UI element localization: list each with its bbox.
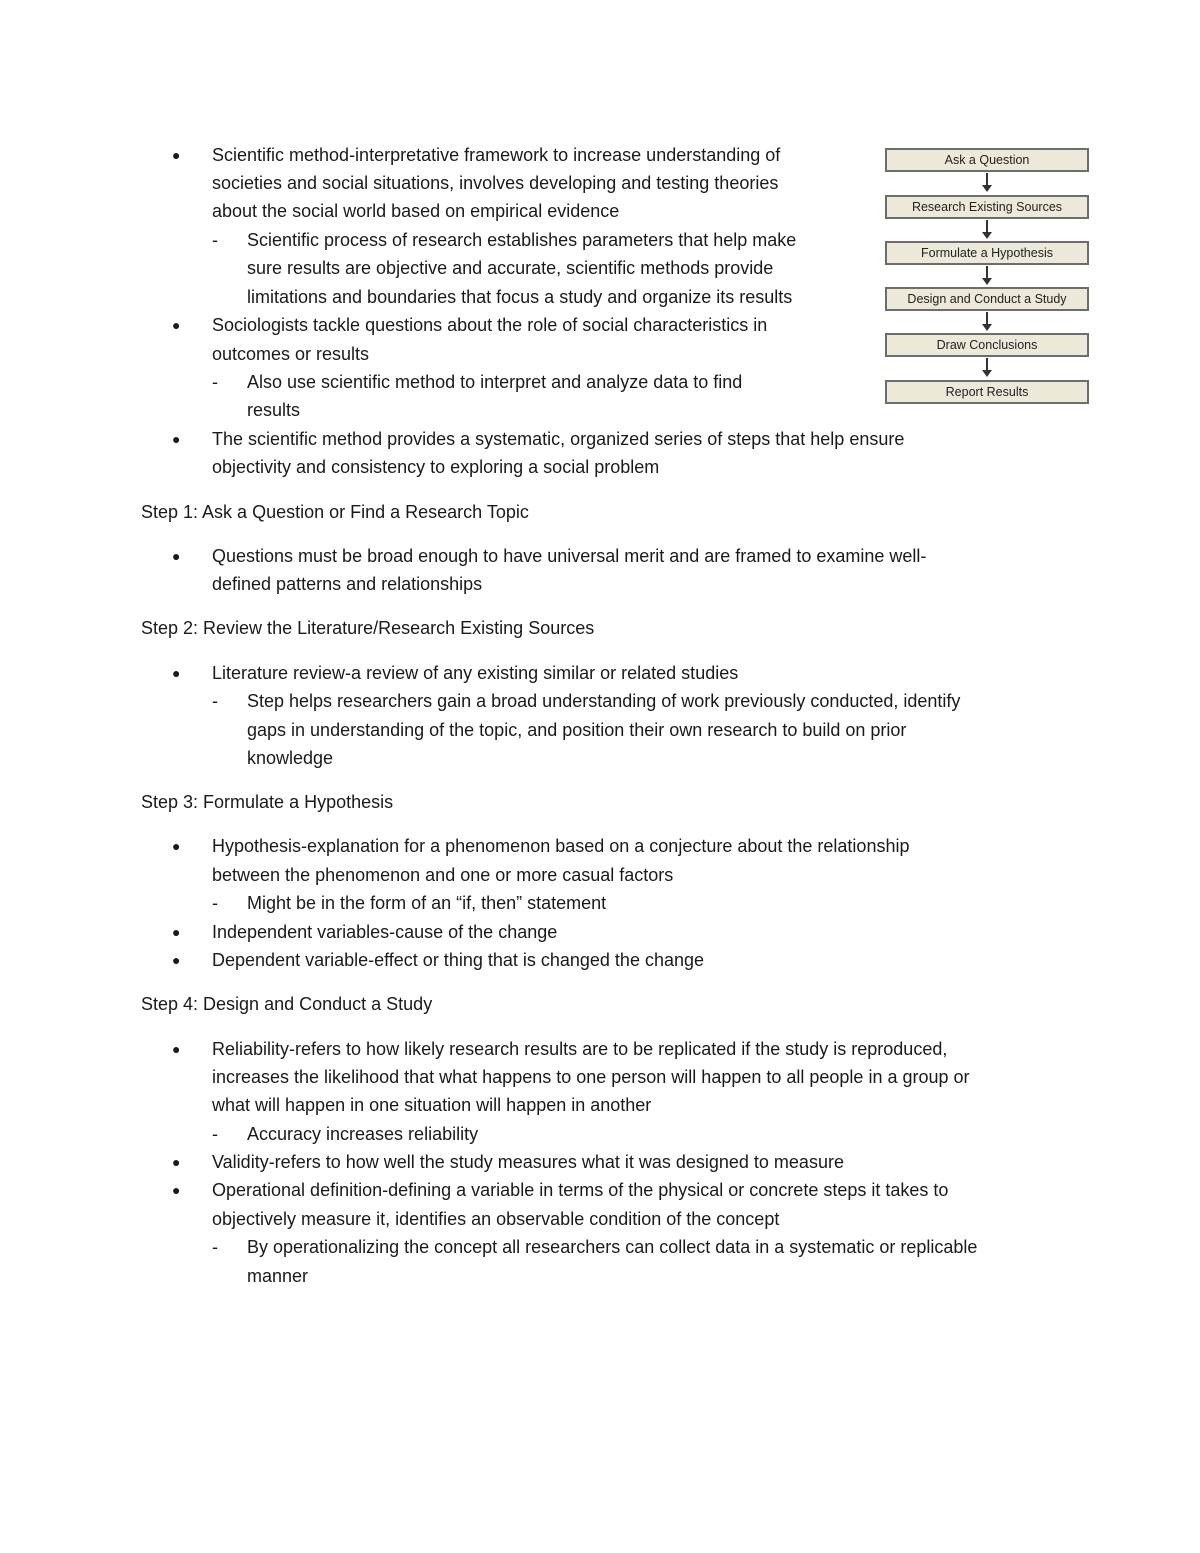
scientific-method-flowchart	[885, 148, 1093, 406]
bullet-marker: ●	[172, 1154, 181, 1170]
flowchart-arrow	[986, 220, 988, 233]
dash-marker: -	[212, 893, 218, 913]
bullet-text: objectively measure it, identifies an observable condition of the concept	[212, 1209, 780, 1229]
sub-bullet-text: limitations and boundaries that focus a study and organize its results	[247, 287, 793, 307]
sub-bullet-text: By operationalizing the concept all researchers can collect data in a systematic or replicable	[247, 1237, 978, 1257]
bullet-text: increases the likelihood that what happens to one person will happen to all people in a group or	[212, 1067, 970, 1087]
bullet-text: objectivity and consistency to exploring a social problem	[212, 457, 660, 477]
step3-heading: Step 3: Formulate a Hypothesis	[141, 792, 394, 812]
bullet-marker: ●	[172, 665, 181, 681]
flowchart-step-formulate-hypothesis: Formulate a Hypothesis	[885, 241, 1089, 265]
bullet-marker: ●	[172, 1041, 181, 1057]
dash-marker: -	[212, 1237, 218, 1257]
bullet-text: Reliability-refers to how likely research results are to be replicated if the study is reproduced,	[212, 1039, 948, 1059]
bullet-text: Operational definition-defining a variable in terms of the physical or concrete steps it takes to	[212, 1180, 949, 1200]
flowchart-arrow	[986, 266, 988, 279]
sub-bullet-text: Scientific process of research establishes parameters that help make	[247, 230, 797, 250]
sub-bullet-text: gaps in understanding of the topic, and position their own research to build on prior	[247, 720, 907, 740]
dash-marker: -	[212, 372, 218, 392]
flowchart-step-draw-conclusions: Draw Conclusions	[885, 333, 1089, 357]
sub-bullet-text: manner	[247, 1266, 309, 1286]
sub-bullet-text: Accuracy increases reliability	[247, 1124, 479, 1144]
bullet-text: Validity-refers to how well the study measures what it was designed to measure	[212, 1152, 844, 1172]
bullet-marker: ●	[172, 1182, 181, 1198]
bullet-text: defined patterns and relationships	[212, 574, 483, 594]
bullet-text: The scientific method provides a systematic, organized series of steps that help ensure	[212, 429, 905, 449]
bullet-text: societies and social situations, involves developing and testing theories	[212, 173, 779, 193]
dash-marker: -	[212, 230, 218, 250]
bullet-marker: ●	[172, 548, 181, 564]
flowchart-arrow	[986, 173, 988, 186]
flowchart-step-ask-question: Ask a Question	[885, 148, 1089, 172]
bullet-text: Dependent variable-effect or thing that is changed the change	[212, 950, 705, 970]
flowchart-arrow	[986, 358, 988, 371]
step4-heading: Step 4: Design and Conduct a Study	[141, 994, 433, 1014]
bullet-marker: ●	[172, 952, 181, 968]
bullet-marker: ●	[172, 147, 181, 163]
flowchart-arrow	[986, 312, 988, 325]
sub-bullet-text: sure results are objective and accurate, scientific methods provide	[247, 258, 774, 278]
bullet-text: Sociologists tackle questions about the role of social characteristics in	[212, 315, 768, 335]
step2-heading: Step 2: Review the Literature/Research Existing Sources	[141, 618, 595, 638]
sub-bullet-text: Might be in the form of an “if, then” statement	[247, 893, 607, 913]
flowchart-step-design-study: Design and Conduct a Study	[885, 287, 1089, 311]
bullet-text: Questions must be broad enough to have universal merit and are framed to examine well-	[212, 546, 927, 566]
sub-bullet-text: results	[247, 400, 301, 420]
bullet-text: between the phenomenon and one or more casual factors	[212, 865, 674, 885]
bullet-marker: ●	[172, 431, 181, 447]
dash-marker: -	[212, 1124, 218, 1144]
bullet-text: Scientific method-interpretative framework to increase understanding of	[212, 145, 781, 165]
sub-bullet-text: Also use scientific method to interpret and analyze data to find	[247, 372, 743, 392]
bullet-text: Hypothesis-explanation for a phenomenon based on a conjecture about the relationship	[212, 836, 910, 856]
dash-marker: -	[212, 691, 218, 711]
step1-heading: Step 1: Ask a Question or Find a Research Topic	[141, 502, 529, 522]
bullet-text: outcomes or results	[212, 344, 370, 364]
bullet-marker: ●	[172, 838, 181, 854]
flowchart-step-research-sources: Research Existing Sources	[885, 195, 1089, 219]
bullet-text: about the social world based on empirical evidence	[212, 201, 620, 221]
bullet-text: Independent variables-cause of the change	[212, 922, 558, 942]
bullet-marker: ●	[172, 317, 181, 333]
flowchart-step-report-results: Report Results	[885, 380, 1089, 404]
bullet-marker: ●	[172, 924, 181, 940]
sub-bullet-text: Step helps researchers gain a broad understanding of work previously conducted, identify	[247, 691, 961, 711]
bullet-text: Literature review-a review of any existing similar or related studies	[212, 663, 739, 683]
bullet-text: what will happen in one situation will happen in another	[212, 1095, 652, 1115]
sub-bullet-text: knowledge	[247, 748, 334, 768]
